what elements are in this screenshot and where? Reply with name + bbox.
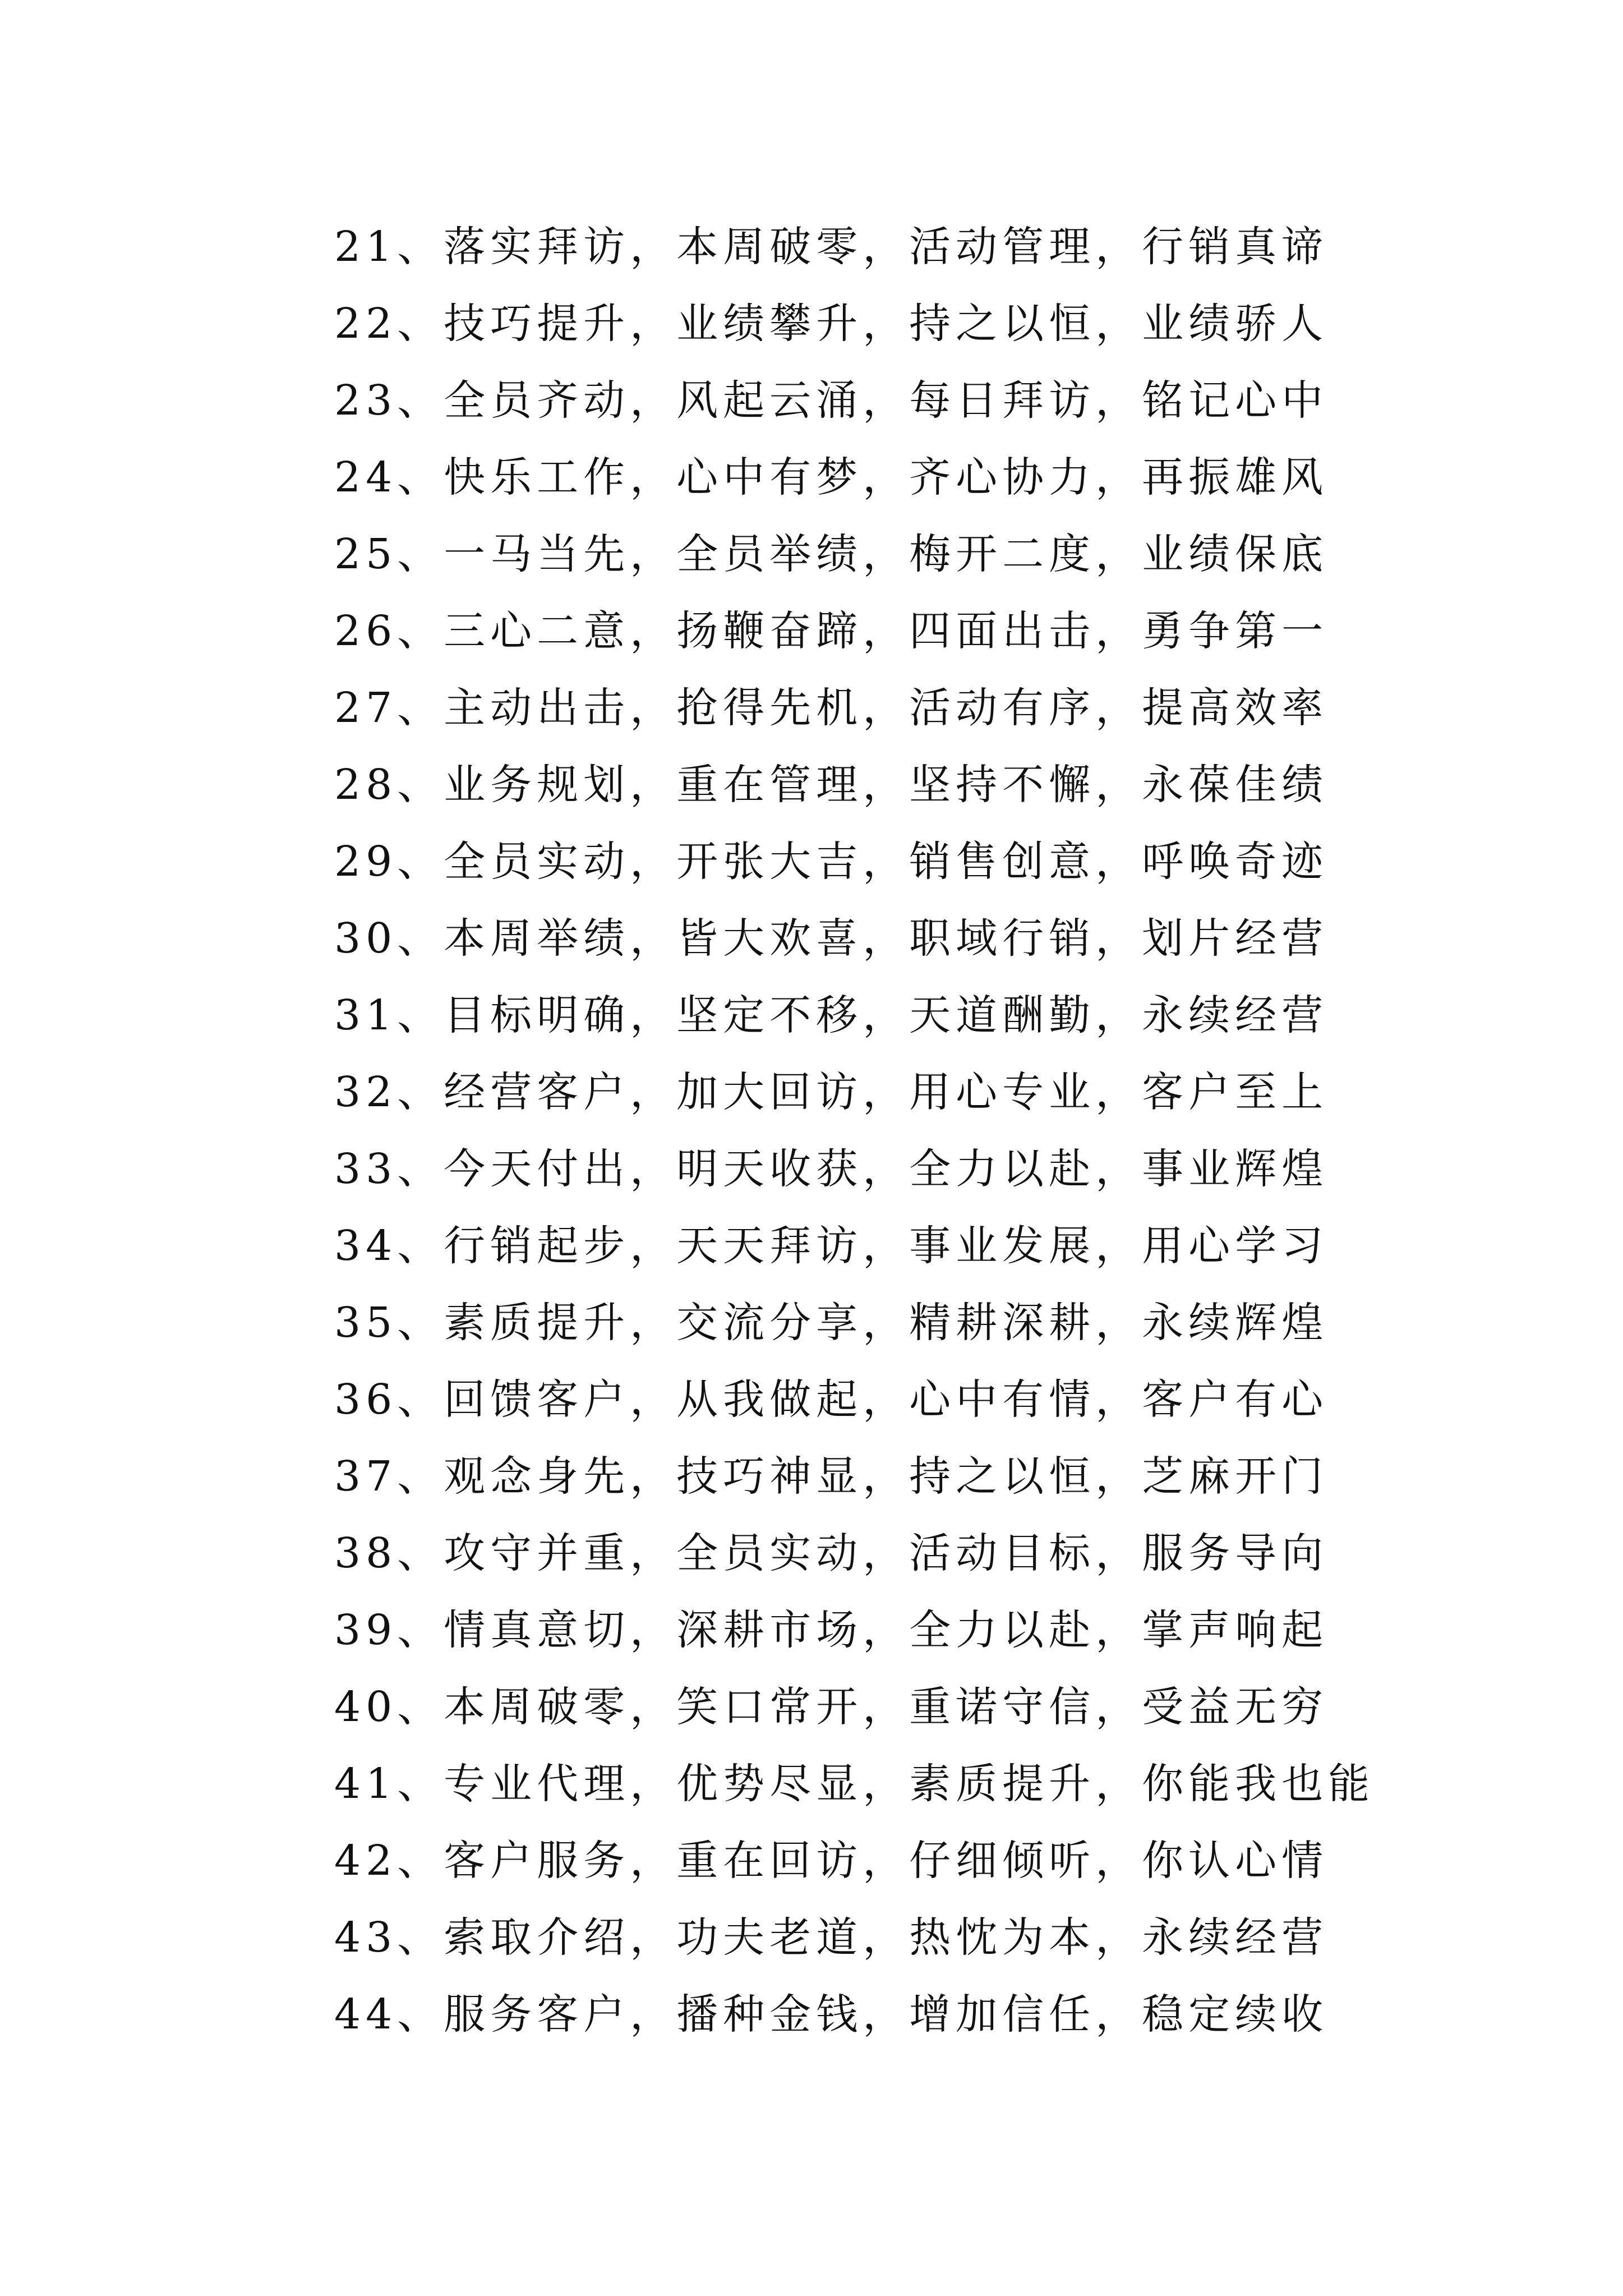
slogan-line-30: 30、本周举绩，皆大欢喜，职域行销，划片经营 <box>334 914 1329 963</box>
slogan-line-37: 37、观念身先，技巧神显，持之以恒，芝麻开门 <box>334 1452 1329 1501</box>
slogan-line-39: 39、情真意切，深耕市场，全力以赴，掌声响起 <box>334 1606 1329 1654</box>
slogan-line-43: 43、索取介绍，功夫老道，热忱为本，永续经营 <box>334 1913 1329 1962</box>
slogan-line-41: 41、专业代理，优势尽显，素质提升，你能我也能 <box>334 1760 1375 1808</box>
slogan-line-31: 31、目标明确，坚定不移，天道酬勤，永续经营 <box>334 991 1329 1039</box>
slogan-line-34: 34、行销起步，天天拜访，事业发展，用心学习 <box>334 1222 1329 1270</box>
slogan-line-24: 24、快乐工作，心中有梦，齐心协力，再振雄风 <box>334 453 1329 501</box>
slogan-line-27: 27、主动出击，抢得先机，活动有序，提高效率 <box>334 684 1329 732</box>
slogan-line-33: 33、今天付出，明天收获，全力以赴，事业辉煌 <box>334 1145 1329 1193</box>
slogan-line-21: 21、落实拜访，本周破零，活动管理，行销真谛 <box>334 223 1329 271</box>
slogan-line-23: 23、全员齐动，风起云涌，每日拜访，铭记心中 <box>334 376 1329 425</box>
slogan-line-25: 25、一马当先，全员举绩，梅开二度，业绩保底 <box>334 530 1329 578</box>
slogan-line-40: 40、本周破零，笑口常开，重诺守信，受益无穷 <box>334 1683 1329 1731</box>
slogan-line-42: 42、客户服务，重在回访，仔细倾听，你认心情 <box>334 1837 1329 1885</box>
slogan-line-32: 32、经营客户，加大回访，用心专业，客户至上 <box>334 1068 1329 1116</box>
slogan-line-29: 29、全员实动，开张大吉，销售创意，呼唤奇迹 <box>334 838 1329 886</box>
slogan-line-28: 28、业务规划，重在管理，坚持不懈，永葆佳绩 <box>334 761 1329 809</box>
slogan-line-36: 36、回馈客户，从我做起，心中有情，客户有心 <box>334 1375 1329 1424</box>
slogan-list <box>334 209 1596 2053</box>
slogan-line-38: 38、攻守并重，全员实动，活动目标，服务导向 <box>334 1529 1329 1577</box>
slogan-line-22: 22、技巧提升，业绩攀升，持之以恒，业绩骄人 <box>334 300 1329 348</box>
slogan-line-44: 44、服务客户，播种金钱，增加信任，稳定续收 <box>334 1990 1329 2039</box>
slogan-line-26: 26、三心二意，扬鞭奋蹄，四面出击，勇争第一 <box>334 607 1329 655</box>
slogan-line-35: 35、素质提升，交流分享，精耕深耕，永续辉煌 <box>334 1299 1329 1347</box>
